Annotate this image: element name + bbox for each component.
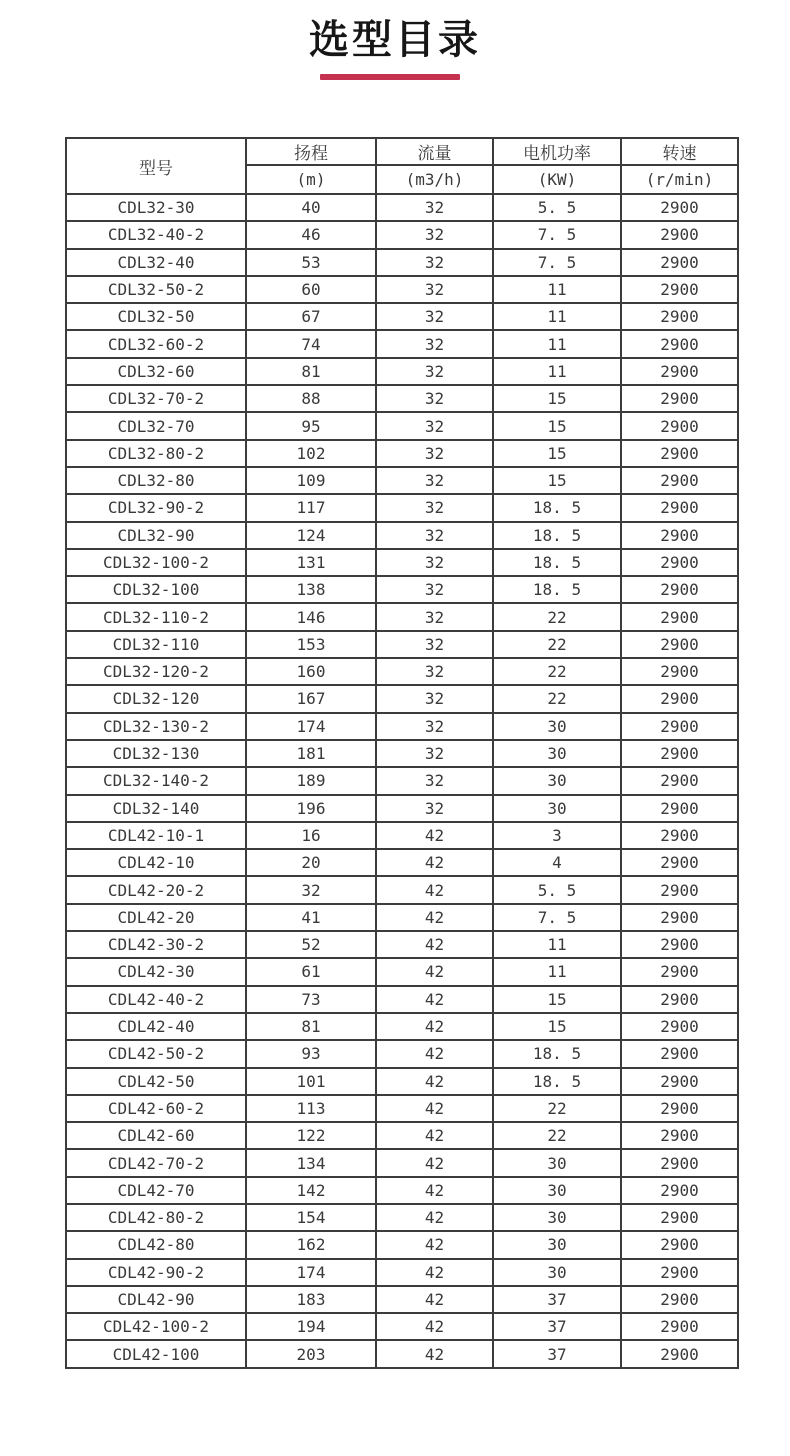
table-row bbox=[66, 358, 738, 385]
table-cell: 16 bbox=[246, 822, 376, 849]
table-cell: CDL32-80 bbox=[66, 467, 246, 494]
table-cell: 18. 5 bbox=[493, 522, 621, 549]
table-cell: 2900 bbox=[621, 767, 738, 794]
table-cell: 32 bbox=[376, 603, 493, 630]
table-cell: 93 bbox=[246, 1040, 376, 1067]
table-cell: 30 bbox=[493, 740, 621, 767]
table-cell: 32 bbox=[376, 631, 493, 658]
table-row bbox=[66, 603, 738, 630]
table-cell: CDL32-120 bbox=[66, 685, 246, 712]
table-cell: 81 bbox=[246, 358, 376, 385]
table-cell: 11 bbox=[493, 931, 621, 958]
table-row bbox=[66, 385, 738, 412]
table-row bbox=[66, 549, 738, 576]
table-cell: 42 bbox=[376, 1259, 493, 1286]
table-cell: 160 bbox=[246, 658, 376, 685]
table-cell: 42 bbox=[376, 1040, 493, 1067]
table-header bbox=[66, 138, 738, 194]
table-cell: 18. 5 bbox=[493, 1068, 621, 1095]
table-cell: 18. 5 bbox=[493, 576, 621, 603]
table-cell: 40 bbox=[246, 194, 376, 221]
table-row bbox=[66, 412, 738, 439]
table-cell: 142 bbox=[246, 1177, 376, 1204]
table-cell: 37 bbox=[493, 1313, 621, 1340]
table-cell: 2900 bbox=[621, 1286, 738, 1313]
table-cell: 32 bbox=[376, 685, 493, 712]
table-cell: 81 bbox=[246, 1013, 376, 1040]
table-cell: 2900 bbox=[621, 849, 738, 876]
table-cell: CDL32-60-2 bbox=[66, 330, 246, 357]
table-row bbox=[66, 1095, 738, 1122]
table-cell: 11 bbox=[493, 358, 621, 385]
table-cell: 18. 5 bbox=[493, 549, 621, 576]
table-row bbox=[66, 795, 738, 822]
table-cell: 5. 5 bbox=[493, 194, 621, 221]
table-cell: 32 bbox=[376, 249, 493, 276]
table-cell: 32 bbox=[376, 576, 493, 603]
column-header-flow: 流量 bbox=[376, 138, 493, 165]
table-cell: 7. 5 bbox=[493, 904, 621, 931]
table-cell: 32 bbox=[376, 767, 493, 794]
table-cell: 32 bbox=[376, 303, 493, 330]
table-cell: 11 bbox=[493, 330, 621, 357]
table-cell: 42 bbox=[376, 986, 493, 1013]
table-row bbox=[66, 931, 738, 958]
table-cell: 42 bbox=[376, 822, 493, 849]
table-cell: 138 bbox=[246, 576, 376, 603]
table-cell: 2900 bbox=[621, 685, 738, 712]
table-cell: 30 bbox=[493, 795, 621, 822]
table-cell: 30 bbox=[493, 713, 621, 740]
selection-table bbox=[65, 137, 739, 1369]
column-header-power: 电机功率 bbox=[493, 138, 621, 165]
table-row bbox=[66, 631, 738, 658]
table-cell: CDL32-50-2 bbox=[66, 276, 246, 303]
table-cell: 2900 bbox=[621, 1068, 738, 1095]
table-cell: 2900 bbox=[621, 1313, 738, 1340]
table-row bbox=[66, 685, 738, 712]
table-cell: 2900 bbox=[621, 822, 738, 849]
table-row bbox=[66, 1231, 738, 1258]
table-cell: CDL42-80-2 bbox=[66, 1204, 246, 1231]
table-cell: 2900 bbox=[621, 1122, 738, 1149]
table-cell: 2900 bbox=[621, 795, 738, 822]
table-cell: CDL42-40-2 bbox=[66, 986, 246, 1013]
table-cell: 2900 bbox=[621, 358, 738, 385]
table-cell: CDL42-80 bbox=[66, 1231, 246, 1258]
table-cell: 32 bbox=[376, 467, 493, 494]
table-cell: 42 bbox=[376, 1286, 493, 1313]
table-cell: CDL42-60 bbox=[66, 1122, 246, 1149]
table-cell: 15 bbox=[493, 440, 621, 467]
table-cell: CDL32-50 bbox=[66, 303, 246, 330]
table-cell: CDL42-20-2 bbox=[66, 876, 246, 903]
table-cell: 203 bbox=[246, 1340, 376, 1367]
table-cell: 2900 bbox=[621, 986, 738, 1013]
table-cell: 15 bbox=[493, 412, 621, 439]
table-cell: 189 bbox=[246, 767, 376, 794]
table-row bbox=[66, 303, 738, 330]
table-cell: CDL42-10 bbox=[66, 849, 246, 876]
table-cell: 22 bbox=[493, 603, 621, 630]
table-cell: CDL32-110 bbox=[66, 631, 246, 658]
table-cell: 122 bbox=[246, 1122, 376, 1149]
table-cell: 2900 bbox=[621, 958, 738, 985]
table-cell: 53 bbox=[246, 249, 376, 276]
table-cell: 167 bbox=[246, 685, 376, 712]
table-row bbox=[66, 767, 738, 794]
table-row bbox=[66, 522, 738, 549]
table-cell: CDL32-130 bbox=[66, 740, 246, 767]
table-cell: 2900 bbox=[621, 330, 738, 357]
table-cell: 32 bbox=[376, 549, 493, 576]
table-cell: 2900 bbox=[621, 1259, 738, 1286]
table-cell: 42 bbox=[376, 1204, 493, 1231]
table-cell: 42 bbox=[376, 904, 493, 931]
table-cell: CDL32-100 bbox=[66, 576, 246, 603]
table-row bbox=[66, 1286, 738, 1313]
table-cell: 41 bbox=[246, 904, 376, 931]
table-cell: CDL32-40 bbox=[66, 249, 246, 276]
table-cell: 32 bbox=[376, 440, 493, 467]
table-cell: 2900 bbox=[621, 440, 738, 467]
table-cell: 30 bbox=[493, 1204, 621, 1231]
table-cell: 60 bbox=[246, 276, 376, 303]
table-row bbox=[66, 249, 738, 276]
table-row bbox=[66, 958, 738, 985]
table-row bbox=[66, 1259, 738, 1286]
table-cell: 74 bbox=[246, 330, 376, 357]
table-cell: 2900 bbox=[621, 1149, 738, 1176]
table-cell: 102 bbox=[246, 440, 376, 467]
column-unit-power: (KW) bbox=[493, 165, 621, 194]
table-cell: 67 bbox=[246, 303, 376, 330]
table-cell: CDL32-130-2 bbox=[66, 713, 246, 740]
table-cell: 42 bbox=[376, 1340, 493, 1367]
column-header-model: 型号 bbox=[66, 138, 246, 194]
table-row bbox=[66, 1040, 738, 1067]
table-cell: 153 bbox=[246, 631, 376, 658]
table-row bbox=[66, 276, 738, 303]
table-cell: 42 bbox=[376, 1231, 493, 1258]
table-cell: 18. 5 bbox=[493, 1040, 621, 1067]
table-cell: 2900 bbox=[621, 467, 738, 494]
table-row bbox=[66, 876, 738, 903]
table-cell: CDL32-100-2 bbox=[66, 549, 246, 576]
table-row bbox=[66, 1149, 738, 1176]
table-cell: CDL32-80-2 bbox=[66, 440, 246, 467]
table-cell: 11 bbox=[493, 276, 621, 303]
table-cell: 2900 bbox=[621, 276, 738, 303]
table-cell: 15 bbox=[493, 467, 621, 494]
table-cell: 2900 bbox=[621, 904, 738, 931]
table-body bbox=[66, 194, 738, 1368]
table-cell: 2900 bbox=[621, 1040, 738, 1067]
table-cell: 2900 bbox=[621, 876, 738, 903]
table-row bbox=[66, 194, 738, 221]
table-row bbox=[66, 658, 738, 685]
table-cell: 32 bbox=[376, 658, 493, 685]
table-cell: CDL42-30-2 bbox=[66, 931, 246, 958]
table-cell: 32 bbox=[376, 713, 493, 740]
table-cell: 2900 bbox=[621, 740, 738, 767]
column-unit-flow: (m3/h) bbox=[376, 165, 493, 194]
table-cell: 113 bbox=[246, 1095, 376, 1122]
table-cell: 2900 bbox=[621, 221, 738, 248]
table-cell: 4 bbox=[493, 849, 621, 876]
table-cell: CDL42-20 bbox=[66, 904, 246, 931]
table-cell: 22 bbox=[493, 685, 621, 712]
table-cell: CDL32-40-2 bbox=[66, 221, 246, 248]
table-row bbox=[66, 986, 738, 1013]
table-cell: 32 bbox=[376, 330, 493, 357]
table-cell: 2900 bbox=[621, 1340, 738, 1367]
table-cell: 32 bbox=[376, 194, 493, 221]
table-cell: 42 bbox=[376, 849, 493, 876]
table-cell: 30 bbox=[493, 1177, 621, 1204]
table-cell: CDL42-90-2 bbox=[66, 1259, 246, 1286]
table-cell: CDL42-10-1 bbox=[66, 822, 246, 849]
table-cell: 42 bbox=[376, 1122, 493, 1149]
table-row bbox=[66, 330, 738, 357]
table-cell: 32 bbox=[376, 412, 493, 439]
table-cell: 3 bbox=[493, 822, 621, 849]
table-cell: 174 bbox=[246, 1259, 376, 1286]
table-cell: 32 bbox=[246, 876, 376, 903]
table-cell: 162 bbox=[246, 1231, 376, 1258]
table-row bbox=[66, 221, 738, 248]
table-cell: 42 bbox=[376, 1149, 493, 1176]
table-cell: 42 bbox=[376, 876, 493, 903]
table-cell: CDL32-140 bbox=[66, 795, 246, 822]
table-cell: 30 bbox=[493, 1231, 621, 1258]
table-cell: 2900 bbox=[621, 194, 738, 221]
table-cell: 37 bbox=[493, 1286, 621, 1313]
table-cell: 2900 bbox=[621, 385, 738, 412]
table-cell: CDL42-70 bbox=[66, 1177, 246, 1204]
table-cell: 2900 bbox=[621, 603, 738, 630]
table-cell: 18. 5 bbox=[493, 494, 621, 521]
table-cell: 109 bbox=[246, 467, 376, 494]
table-cell: 131 bbox=[246, 549, 376, 576]
table-cell: CDL42-30 bbox=[66, 958, 246, 985]
table-cell: 73 bbox=[246, 986, 376, 1013]
table-cell: CDL32-110-2 bbox=[66, 603, 246, 630]
table-cell: 15 bbox=[493, 986, 621, 1013]
column-header-head: 扬程 bbox=[246, 138, 376, 165]
table-cell: 95 bbox=[246, 412, 376, 439]
table-cell: 32 bbox=[376, 385, 493, 412]
table-row bbox=[66, 494, 738, 521]
table-cell: CDL32-90 bbox=[66, 522, 246, 549]
column-unit-speed: (r/min) bbox=[621, 165, 738, 194]
table-cell: CDL32-60 bbox=[66, 358, 246, 385]
table-cell: 15 bbox=[493, 1013, 621, 1040]
table-cell: 134 bbox=[246, 1149, 376, 1176]
table-cell: CDL32-30 bbox=[66, 194, 246, 221]
table-cell: 7. 5 bbox=[493, 221, 621, 248]
table-cell: 32 bbox=[376, 276, 493, 303]
table-row bbox=[66, 1340, 738, 1367]
table-cell: 22 bbox=[493, 1122, 621, 1149]
table-cell: CDL42-50 bbox=[66, 1068, 246, 1095]
table-cell: 2900 bbox=[621, 1204, 738, 1231]
table-cell: 194 bbox=[246, 1313, 376, 1340]
table-cell: 2900 bbox=[621, 576, 738, 603]
table-row bbox=[66, 713, 738, 740]
table-cell: 32 bbox=[376, 522, 493, 549]
table-cell: 2900 bbox=[621, 522, 738, 549]
header-row-names bbox=[66, 138, 738, 165]
table-cell: 42 bbox=[376, 1013, 493, 1040]
table-cell: 32 bbox=[376, 795, 493, 822]
table-cell: 2900 bbox=[621, 631, 738, 658]
table-cell: CDL32-70-2 bbox=[66, 385, 246, 412]
table-cell: 32 bbox=[376, 358, 493, 385]
table-cell: 2900 bbox=[621, 1177, 738, 1204]
table-cell: CDL32-140-2 bbox=[66, 767, 246, 794]
table-cell: 42 bbox=[376, 1095, 493, 1122]
table-row bbox=[66, 1313, 738, 1340]
table-cell: CDL42-90 bbox=[66, 1286, 246, 1313]
table-cell: 30 bbox=[493, 767, 621, 794]
table-row bbox=[66, 440, 738, 467]
table-cell: 42 bbox=[376, 931, 493, 958]
table-cell: 22 bbox=[493, 658, 621, 685]
table-cell: 42 bbox=[376, 1068, 493, 1095]
table-cell: 42 bbox=[376, 1177, 493, 1204]
table-cell: 37 bbox=[493, 1340, 621, 1367]
table-cell: 88 bbox=[246, 385, 376, 412]
table-cell: 2900 bbox=[621, 303, 738, 330]
table-cell: CDL42-100-2 bbox=[66, 1313, 246, 1340]
table-cell: 5. 5 bbox=[493, 876, 621, 903]
table-cell: 2900 bbox=[621, 249, 738, 276]
table-row bbox=[66, 1204, 738, 1231]
table-row bbox=[66, 849, 738, 876]
table-cell: 174 bbox=[246, 713, 376, 740]
table-row bbox=[66, 467, 738, 494]
table-cell: 124 bbox=[246, 522, 376, 549]
table-cell: 32 bbox=[376, 494, 493, 521]
table-cell: 42 bbox=[376, 1313, 493, 1340]
table-cell: 11 bbox=[493, 303, 621, 330]
table-cell: 2900 bbox=[621, 658, 738, 685]
table-row bbox=[66, 1068, 738, 1095]
table-cell: CDL42-60-2 bbox=[66, 1095, 246, 1122]
table-cell: 196 bbox=[246, 795, 376, 822]
table-cell: 11 bbox=[493, 958, 621, 985]
table-cell: 30 bbox=[493, 1259, 621, 1286]
table-cell: 46 bbox=[246, 221, 376, 248]
table-cell: 7. 5 bbox=[493, 249, 621, 276]
table-cell: CDL32-90-2 bbox=[66, 494, 246, 521]
table-cell: 22 bbox=[493, 1095, 621, 1122]
page-title: 选型目录 bbox=[309, 17, 481, 63]
table-row bbox=[66, 904, 738, 931]
table-cell: 117 bbox=[246, 494, 376, 521]
table-cell: 2900 bbox=[621, 494, 738, 521]
table-cell: CDL42-70-2 bbox=[66, 1149, 246, 1176]
table-row bbox=[66, 1013, 738, 1040]
table-row bbox=[66, 822, 738, 849]
table-cell: 30 bbox=[493, 1149, 621, 1176]
column-unit-head: (m) bbox=[246, 165, 376, 194]
table-cell: 154 bbox=[246, 1204, 376, 1231]
table-cell: CDL32-120-2 bbox=[66, 658, 246, 685]
table-cell: 15 bbox=[493, 385, 621, 412]
table-cell: 42 bbox=[376, 958, 493, 985]
table-cell: 2900 bbox=[621, 1013, 738, 1040]
table-cell: 146 bbox=[246, 603, 376, 630]
table-cell: 2900 bbox=[621, 931, 738, 958]
table-cell: 2900 bbox=[621, 713, 738, 740]
table-cell: 2900 bbox=[621, 1231, 738, 1258]
table-cell: 20 bbox=[246, 849, 376, 876]
table-cell: 2900 bbox=[621, 412, 738, 439]
title-underline bbox=[320, 74, 460, 80]
table-cell: 101 bbox=[246, 1068, 376, 1095]
table-cell: CDL42-40 bbox=[66, 1013, 246, 1040]
table-cell: 22 bbox=[493, 631, 621, 658]
table-cell: CDL32-70 bbox=[66, 412, 246, 439]
table-cell: 181 bbox=[246, 740, 376, 767]
table-cell: CDL42-50-2 bbox=[66, 1040, 246, 1067]
table-cell: 52 bbox=[246, 931, 376, 958]
table-cell: 2900 bbox=[621, 1095, 738, 1122]
table-cell: CDL42-100 bbox=[66, 1340, 246, 1367]
table-cell: 183 bbox=[246, 1286, 376, 1313]
table-cell: 32 bbox=[376, 740, 493, 767]
table-cell: 2900 bbox=[621, 549, 738, 576]
table-row bbox=[66, 1177, 738, 1204]
column-header-speed: 转速 bbox=[621, 138, 738, 165]
table-cell: 61 bbox=[246, 958, 376, 985]
table-row bbox=[66, 576, 738, 603]
table-row bbox=[66, 1122, 738, 1149]
table-row bbox=[66, 740, 738, 767]
table-cell: 32 bbox=[376, 221, 493, 248]
